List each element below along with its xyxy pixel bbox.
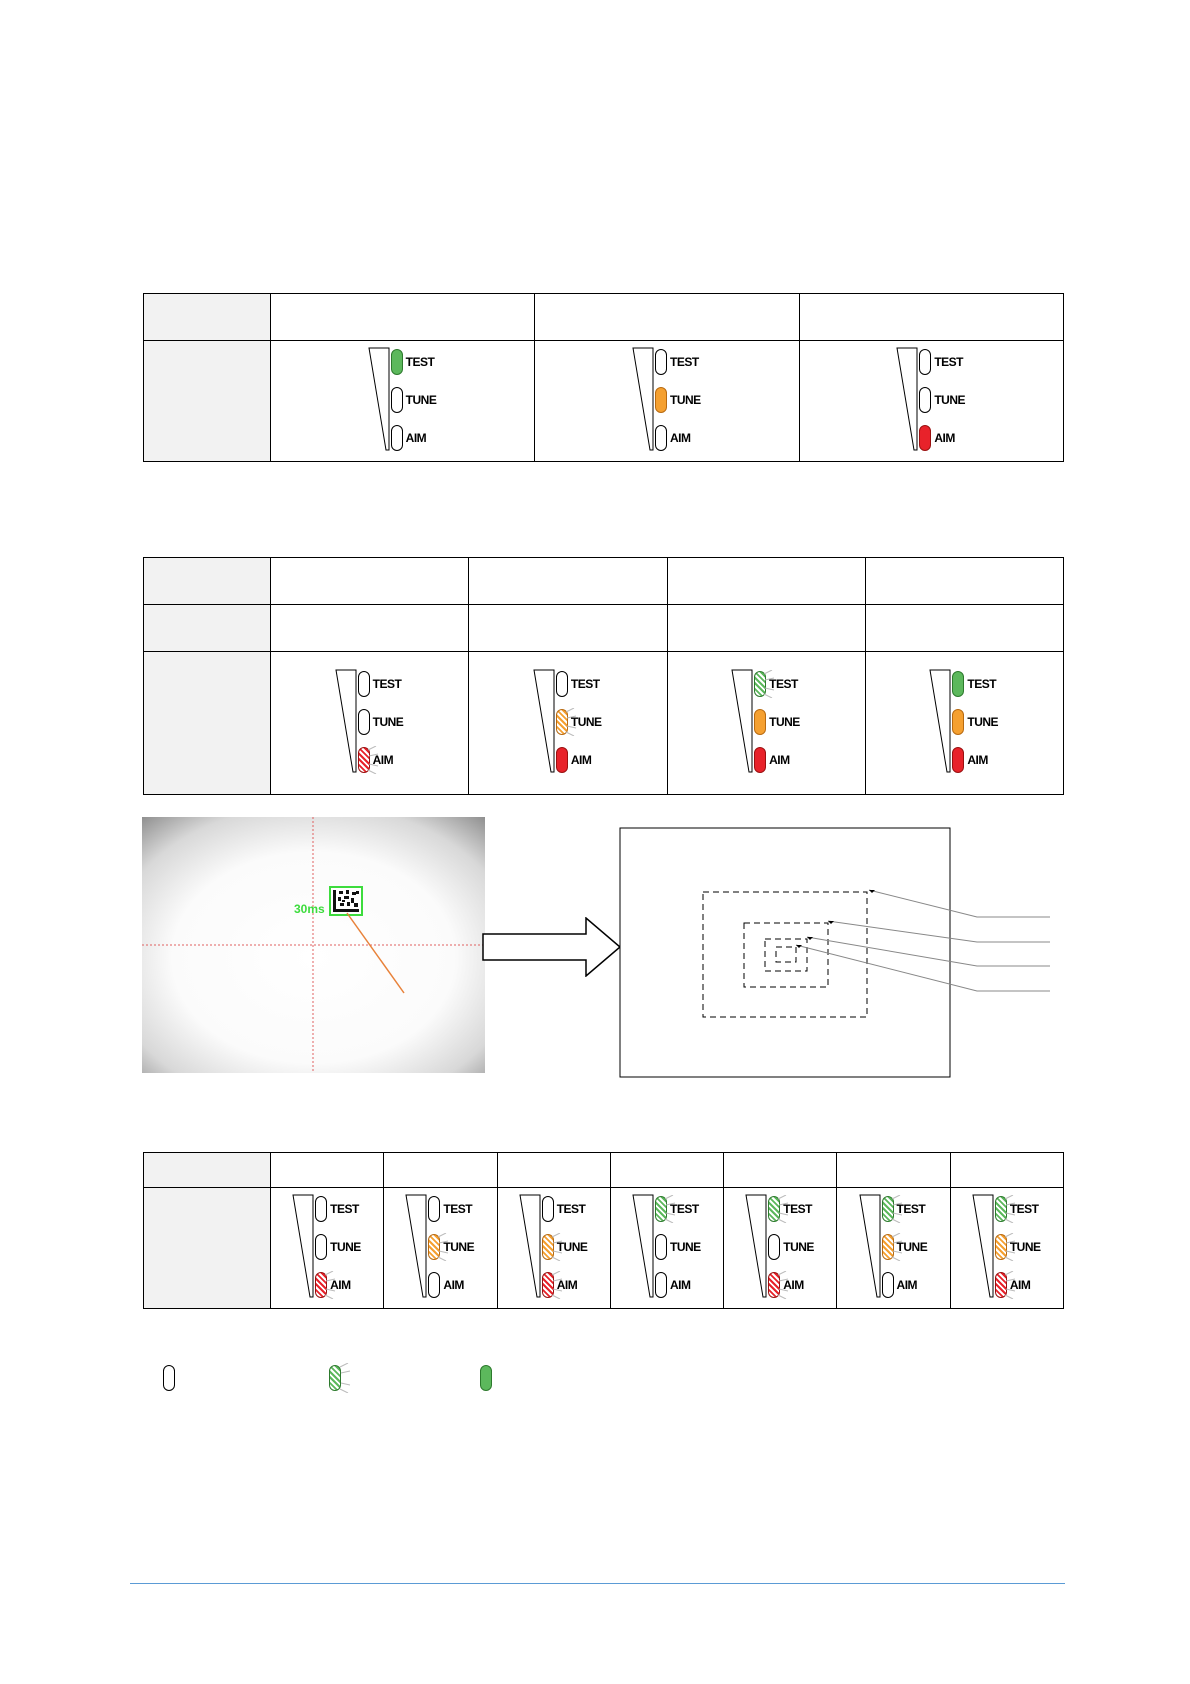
led-test-label: TEST [669,1201,699,1216]
led-test-label: TEST [783,1201,812,1216]
led-test-label: TEST [669,354,699,369]
indicator-housing [368,347,390,451]
led-aim-icon [882,1272,894,1298]
led-test-label: TEST [372,676,402,691]
led-test-icon [358,671,370,697]
table1-indicator-cell [799,341,1063,462]
table2-subheader-cell [865,605,1063,652]
indicator-housing [519,1194,541,1298]
led-tune-icon [358,709,370,735]
led-aim-label: AIM [896,1277,918,1292]
led-test-label: TEST [405,354,435,369]
table2-subheader-cell [469,605,667,652]
led-indicator-group [896,345,966,453]
led-state-table-3 [143,1152,1064,1309]
table2-row-label-cell [144,652,271,795]
led-aim-label: AIM [570,752,592,767]
table3-header-cell [497,1153,610,1188]
led-tune-icon [952,709,964,735]
led-aim-icon [655,425,667,451]
led-aim-label: AIM [934,430,955,445]
led-indicator-group [929,667,999,775]
led-indicator-group [972,1192,1042,1300]
led-indicator-group [731,667,801,775]
led-indicator-group [405,1192,475,1300]
led-state-table-2 [143,557,1064,795]
table3-indicator-cell [384,1188,497,1309]
table3-indicator-cell [837,1188,950,1309]
led-aim-icon [952,747,964,773]
led-tune-label: TUNE [769,714,800,729]
led-tune-label: TUNE [669,1239,701,1254]
led-aim-label: AIM [783,1277,804,1292]
table1-indicator-cell [535,341,799,462]
led-test-label: TEST [769,676,798,691]
led-tune-icon [919,387,931,413]
legend-led-on-green-icon [480,1365,492,1391]
led-test-icon [428,1196,440,1222]
table1-row-label-cell [144,341,271,462]
led-tune-label: TUNE [896,1239,928,1254]
table1-header-label-cell [144,294,271,341]
indicator-housing [929,669,951,773]
table3-header-cell [271,1153,384,1188]
led-indicator-group [859,1192,929,1300]
table1-header-cell [799,294,1063,341]
led-tune-icon [754,709,766,735]
led-test-label: TEST [1009,1201,1039,1216]
led-state-table-1 [143,293,1064,462]
led-tune-label: TUNE [934,392,965,407]
table3-indicator-cell [271,1188,384,1309]
led-test-label: TEST [443,1201,473,1216]
led-indicator-group [632,1192,702,1300]
led-tune-label: TUNE [330,1239,361,1254]
led-test-icon [952,671,964,697]
table1-header-cell [271,294,535,341]
table2-indicator-cell [865,652,1063,795]
indicator-housing [405,1194,427,1298]
led-test-icon [315,1196,327,1222]
indicator-housing [972,1194,994,1298]
table2-indicator-cell [667,652,865,795]
led-indicator-group [519,1192,589,1300]
led-indicator-group [368,345,438,453]
table2-header-label-cell [144,558,271,605]
indicator-housing [896,347,918,451]
led-tune-label: TUNE [570,714,602,729]
table2-header-cell [271,558,469,605]
led-tune-icon [655,387,667,413]
table3-header-cell [384,1153,497,1188]
led-tune-icon [391,387,403,413]
table2-header-cell [469,558,667,605]
led-aim-label: AIM [967,752,988,767]
led-tune-label: TUNE [405,392,437,407]
led-aim-icon [919,425,931,451]
led-indicator-group [335,667,405,775]
led-aim-icon [754,747,766,773]
led-tune-label: TUNE [443,1239,475,1254]
led-aim-label: AIM [372,752,394,767]
led-test-label: TEST [556,1201,586,1216]
indicator-housing [745,1194,767,1298]
led-tune-label: TUNE [372,714,404,729]
legend-led-off-icon [163,1365,175,1391]
indicator-housing [731,669,753,773]
led-aim-label: AIM [405,430,427,445]
table2-header-cell [865,558,1063,605]
table3-header-cell [724,1153,837,1188]
led-tune-label: TUNE [1009,1239,1041,1254]
led-test-icon [655,349,667,375]
led-tune-label: TUNE [783,1239,814,1254]
table3-indicator-cell [497,1188,610,1309]
table2-indicator-cell [469,652,667,795]
led-aim-icon [428,1272,440,1298]
table1-header-cell [535,294,799,341]
led-tune-icon [315,1234,327,1260]
table2-subheader-cell [271,605,469,652]
table1-indicator-cell [271,341,535,462]
indicator-housing [335,669,357,773]
led-test-label: TEST [896,1201,926,1216]
led-test-label: TEST [570,676,600,691]
camera-view-image [142,817,485,1073]
led-aim-label: AIM [443,1277,464,1292]
table2-subheader-cell [667,605,865,652]
led-test-icon [556,671,568,697]
led-indicator-group [533,667,603,775]
led-aim-label: AIM [669,1277,691,1292]
datamatrix-code [330,887,362,915]
led-test-icon [542,1196,554,1222]
led-aim-label: AIM [1009,1277,1031,1292]
led-aim-icon [556,747,568,773]
led-aim-icon [655,1272,667,1298]
legend-blink-rays-icon [338,1363,352,1393]
table3-header-label-cell [144,1153,271,1188]
led-test-icon [919,349,931,375]
table3-header-cell [950,1153,1063,1188]
led-indicator-group [745,1192,815,1300]
led-test-label: TEST [330,1201,359,1216]
right-arrow [482,917,622,977]
led-indicator-group [632,345,702,453]
indicator-housing [859,1194,881,1298]
led-aim-icon [391,425,403,451]
timing-label: 30ms [294,902,325,916]
led-aim-label: AIM [330,1277,351,1292]
table3-indicator-cell [610,1188,723,1309]
led-tune-icon [768,1234,780,1260]
indicator-housing [533,669,555,773]
table3-header-cell [837,1153,950,1188]
table3-header-cell [610,1153,723,1188]
field-of-view-diagram [619,826,1056,1082]
led-tune-label: TUNE [556,1239,588,1254]
led-indicator-group [292,1192,362,1300]
led-tune-label: TUNE [669,392,701,407]
led-test-icon [391,349,403,375]
table3-indicator-cell [950,1188,1063,1309]
led-aim-label: AIM [769,752,790,767]
led-test-label: TEST [934,354,963,369]
indicator-housing [632,347,654,451]
table3-indicator-cell [724,1188,837,1309]
table3-row-label-cell [144,1188,271,1309]
table2-header-cell [667,558,865,605]
led-test-label: TEST [967,676,997,691]
led-aim-label: AIM [669,430,691,445]
led-aim-label: AIM [556,1277,578,1292]
indicator-housing [292,1194,314,1298]
led-tune-icon [655,1234,667,1260]
footer-divider [130,1583,1065,1584]
led-tune-label: TUNE [967,714,999,729]
table2-subheader-label-cell [144,605,271,652]
indicator-housing [632,1194,654,1298]
table2-indicator-cell [271,652,469,795]
